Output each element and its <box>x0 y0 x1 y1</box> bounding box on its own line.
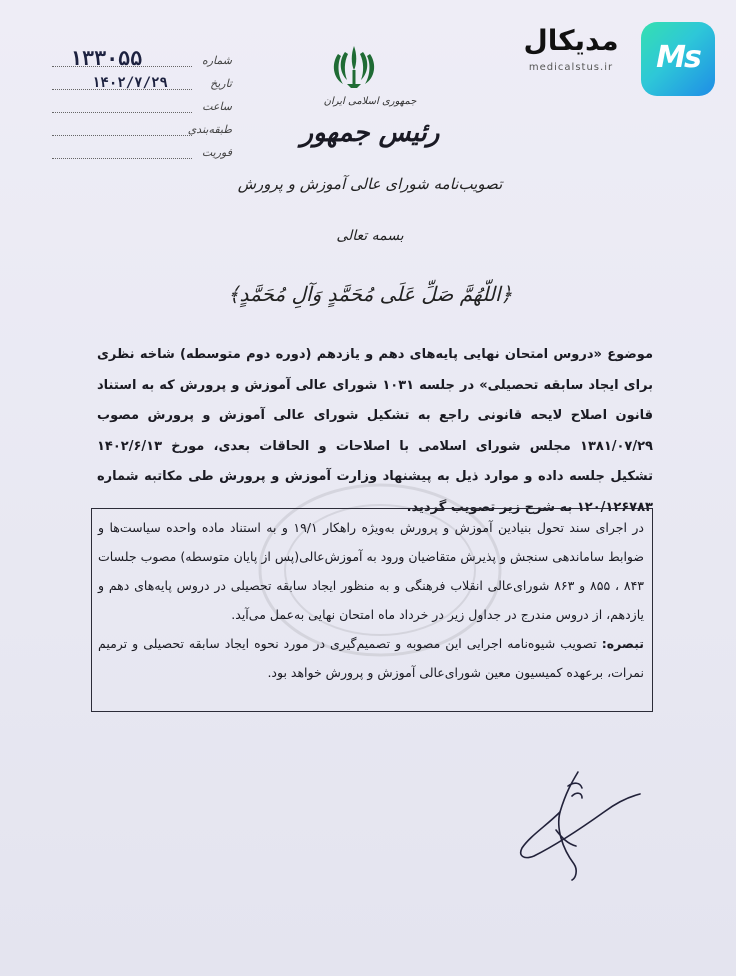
number-row <box>52 46 232 75</box>
priority-line <box>52 158 192 159</box>
letter-meta <box>52 46 232 167</box>
council-title: تصویب‌نامه شورای عالی آموزش و پرورش <box>237 175 503 193</box>
classification-label: طبقه‌بندی <box>187 123 232 136</box>
brand-name: مدیکال <box>523 24 619 57</box>
brand-logo[interactable] <box>641 22 715 96</box>
signature-icon <box>516 752 656 892</box>
iran-emblem-icon <box>327 40 381 94</box>
priority-label: فوریت <box>201 146 232 159</box>
decision-text <box>98 513 644 687</box>
time-label: ساعت <box>202 100 232 113</box>
date-row <box>52 75 232 98</box>
note-text: تصویب شیوه‌نامه اجرایی این مصوبه و تصمیم‌گیری در مورد نحوه ایجاد سابقه تحصیلی و ترمیم نمرات، برعهده کمیسیون معین شورای‌عالی آموزش و پرورش خواهد بود. <box>98 636 644 680</box>
brand-url: medicalstus.ir <box>528 62 614 73</box>
subject-paragraph: موضوع «دروس امتحان نهایی پایه‌های دهم و یازدهم (دوره دوم متوسطه) شاخه نظری برای ایجاد سابقه تحصیلی» در جلسه ۱۰۳۱ شورای عالی آموزش و پرورش که به استناد قانون اصلاح لایحه قانونی راجع به تشکیل شورای عالی آموزش و پرورش مصوب ۱۳۸۱/۰۷/۲۹ مجلس شورای اسلامی با اصلاحات و الحاقات بعدی، مورخ ۱۴۰۲/۶/۱۳ تشکیل جلسه داده و موارد ذیل به پیشنهاد وزارت آموزش و پرورش طی مکاتبه شماره ۱۲۰/۱۲۶۷۸۳ به شرح زیر تصویب گردید. <box>97 347 653 515</box>
date-label: تاریخ <box>210 77 232 90</box>
decision-box <box>91 508 653 712</box>
classification-line <box>52 135 192 136</box>
decision-paragraph: در اجرای سند تحول بنیادین آموزش و پرورش به‌ویژه راهکار ۱۹/۱ و به استناد ماده واحده سیاست‌ها و ضوابط ساماندهی سنجش و پذیرش متقاضیان ورود به آموزش‌عالی(پس از پایان متوسطه) مصوب جلسات ۸۴۳ ، ۸۵۵ و ۸۶۳ شورای‌عالی انقلاب فرهنگی و به منظور ایجاد سابقه تحصیلی در دروس پایه‌های دهم و یازدهم، از دروس مندرج در جداول زیر در خرداد ماه امتحان نهایی به‌عمل می‌آید. <box>98 520 645 622</box>
basmala: بسمه تعالی <box>336 228 404 244</box>
brand-logo-mark: Ms <box>656 40 700 75</box>
note-label: تبصره: <box>601 636 644 651</box>
date-value: ۱۴۰۲/۷/۲۹ <box>92 75 168 91</box>
time-line <box>52 112 192 113</box>
president-title: رئیس جمهور <box>300 118 440 148</box>
number-label: شماره <box>201 54 232 67</box>
country-name: جمهوری اسلامی ایران <box>323 96 417 107</box>
number-value: ۱۳۳۰۵۵ <box>70 46 143 70</box>
salawat-inscription: ﴿اللّهُمَّ صَلِّ عَلَى مُحَمَّدٍ وَآلِ مُحَمَّدٍ﴾ <box>227 282 513 306</box>
